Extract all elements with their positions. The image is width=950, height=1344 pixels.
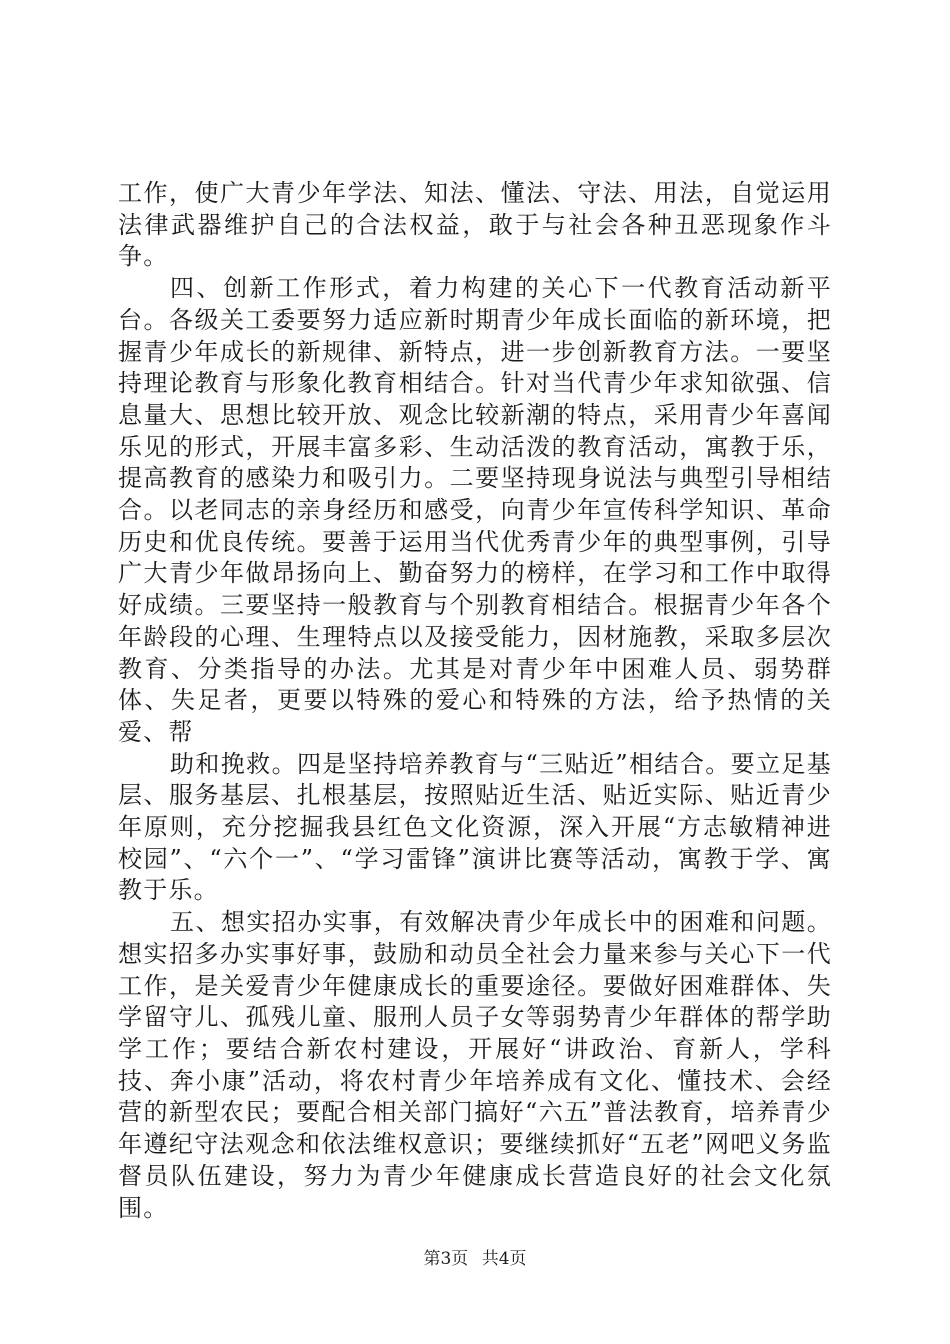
paragraph-continuation: 工作，使广大青少年学法、知法、懂法、守法、用法，自觉运用法律武器维护自己的合法权益，敢于与社会各种丑恶现象作斗争。	[118, 179, 832, 271]
page-footer	[0, 1244, 950, 1269]
page-number: 第3页	[423, 1249, 469, 1269]
document-body	[118, 178, 832, 1224]
paragraph-section-five: 五、想实招办实事，有效解决青少年成长中的困难和问题。想实招多办实事好事，鼓励和动员全社会力量来参与关心下一代工作，是关爱青少年健康成长的重要途径。要做好困难群体、失学留守儿、孤残儿童、服刑人员子女等弱势青少年群体的帮学助学工作；要结合新农村建设，开展好“讲政治、育新人，学科技、奔小康”活动，将农村青少年培养成有文化、懂技术、会经营的新型农民；要配合相关部门搞好“六五”普法教育，培养青少年遵纪守法观念和依法维权意识；要继续抓好“五老”网吧义务监督员队伍建设，努力为青少年健康成长营造良好的社会文化氛围。	[118, 908, 832, 1222]
paragraph-section-four: 四、创新工作形式，着力构建的关心下一代教育活动新平台。各级关工委要努力适应新时期青少年成长面临的新环境，把握青少年成长的新规律、新特点，进一步创新教育方法。一要坚持理论教育与形象化教育相结合。针对当代青少年求知欲强、信息量大、思想比较开放、观念比较新潮的特点，采用青少年喜闻乐见的形式，开展丰富多彩、生动活泼的教育活动，寓教于乐，提高教育的感染力和吸引力。二要坚持现身说法与典型引导相结合。以老同志的亲身经历和感受，向青少年宣传科学知识、革命历史和优良传统。要善于运用当代优秀青少年的典型事例，引导广大青少年做昂扬向上、勤奋努力的榜样，在学习和工作中取得好成绩。三要坚持一般教育与个别教育相结合。根据青少年各个年龄段的心理、生理特点以及接受能力，因材施教，采取多层次教育、分类指导的办法。尤其是对青少年中困难人员、弱势群体、失足者，更要以特殊的爱心和特殊的方法，给予热情的关爱、帮	[118, 274, 832, 746]
page-total: 共4页	[481, 1249, 527, 1269]
paragraph-section-four-continued: 助和挽救。四是坚持培养教育与“三贴近”相结合。要立足基层、服务基层、扎根基层，按照贴近生活、贴近实际、贴近青少年原则，充分挖掘我县红色文化资源，深入开展“方志敏精神进校园”、“六个一”、“学习雷锋”演讲比赛等活动，寓教于学、寓教于乐。	[118, 749, 832, 905]
